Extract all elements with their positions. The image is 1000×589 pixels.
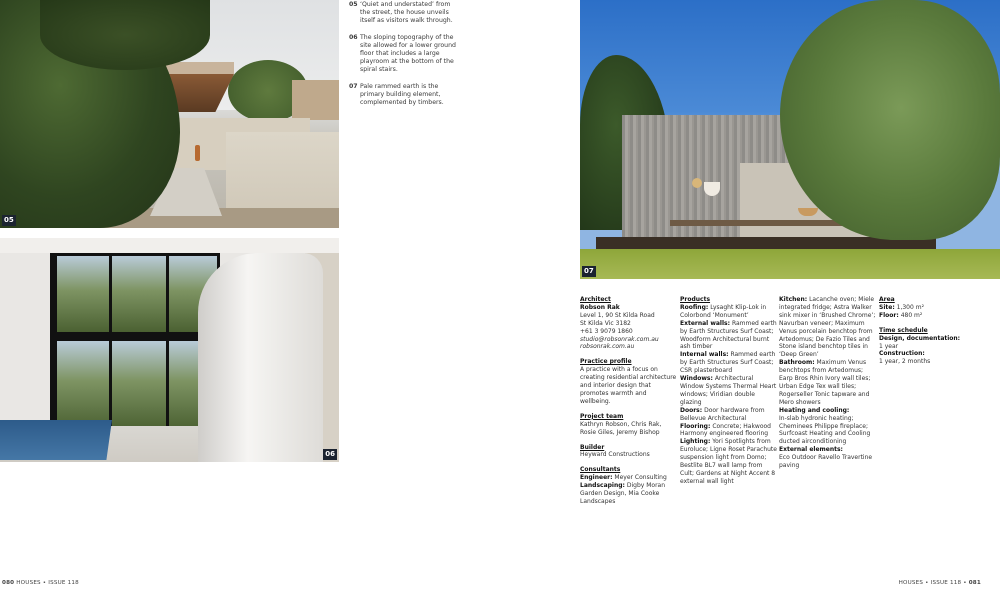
ceiling: [0, 238, 339, 253]
product-label: Doors:: [680, 406, 703, 414]
folio-left: [2, 580, 79, 586]
architect-heading: Architect: [580, 296, 611, 303]
product-label: External elements:: [779, 446, 843, 454]
caption-05: [349, 1, 459, 26]
caption-number: 07: [349, 82, 358, 90]
consultant-landscaping: [580, 482, 678, 506]
area-site-label: Site:: [879, 303, 895, 311]
spiral-stair: [198, 253, 323, 462]
product-label: Flooring:: [680, 422, 711, 430]
caption-number: 05: [349, 1, 358, 8]
products-heading: Products: [680, 296, 711, 303]
window-pane: [112, 341, 166, 429]
photo-number: 06: [325, 450, 335, 458]
product-lighting: [680, 438, 778, 485]
project-team-heading: Project team: [580, 412, 624, 420]
product-label: Bathroom:: [779, 359, 815, 367]
practice-profile-heading: Practice profile: [580, 358, 632, 366]
photo-number: 05: [4, 216, 14, 224]
product-value: Rammed earth by Earth Structures Surf Coast; Woodform Architectural burnt ash timber: [680, 319, 777, 351]
product-doors: [680, 407, 778, 423]
architect-name: Robson Rak: [580, 303, 620, 311]
product-value: Yori Spotlights from Euroluce; Ligne Roset Parachute suspension light from Domo; Bestlite BL7 wall lamp from Cult; Gardens at Night Accent 8 external wall light: [680, 438, 777, 485]
caption-text: The sloping topography of the site allowed for a lower ground floor that includes a large playroom at the bottom of the spiral stairs.: [360, 33, 456, 74]
architect-phone: +61 3 9079 1860: [580, 327, 633, 335]
product-internal-walls: [680, 351, 778, 375]
product-label: Lighting:: [680, 438, 711, 446]
product-label: Kitchen:: [779, 296, 808, 303]
product-value: Concrete; Hakwood Harmony engineered flooring: [680, 422, 771, 438]
page-number-right: 081: [968, 580, 981, 586]
architect-address-line2: St Kilda Vic 3182: [580, 319, 631, 327]
consultant-label: Engineer:: [580, 474, 613, 482]
lawn: [580, 249, 1000, 279]
window-pane: [57, 341, 109, 429]
product-label: Internal walls:: [680, 351, 729, 359]
area-site-value: 1,300 m²: [896, 303, 924, 311]
area-heading: Area: [879, 296, 895, 303]
product-label: Roofing:: [680, 303, 709, 311]
credits-column-area-schedule: [879, 296, 989, 366]
consultant-value: Meyer Consulting: [614, 474, 667, 482]
construction-label: Construction:: [879, 350, 925, 358]
area-floor: [879, 312, 989, 320]
photo-number: 07: [584, 267, 594, 275]
product-value: Rammed earth by Earth Structures Surf Coast; CSR plasterboard: [680, 351, 776, 375]
area-floor-value: 480 m²: [900, 311, 923, 319]
timber-cladding: [292, 80, 339, 120]
folio-right: [899, 580, 981, 586]
window-pane: [57, 256, 109, 332]
consultant-value: Digby Moran Garden Design, Mia Cooke Landscapes: [580, 482, 666, 505]
consultants-heading: Consultants: [580, 466, 621, 474]
window-pane: [112, 256, 166, 332]
photo-07-outdoor-shower: [580, 0, 1000, 279]
practice-profile-text: A practice with a focus on creating residential architecture and interior design that promotes warmth and wellbeing.: [580, 366, 677, 405]
credits-column-architect: [580, 296, 678, 506]
product-value: Maximum Venus benchtops from Artedomus; Earp Bros Rhin Ivory wall tiles; Urban Edge Tex wall tiles; Rogerseller Tonic tapware and Mero showers: [779, 359, 871, 406]
consultant-engineer: [580, 474, 678, 482]
product-bathroom: [779, 359, 877, 406]
vase: [195, 145, 200, 161]
table-tennis-table: [0, 420, 112, 460]
photo-05-exterior: [0, 0, 339, 228]
glazed-wall: [50, 253, 220, 431]
caption-number: 06: [349, 33, 358, 41]
product-external-walls: [680, 320, 778, 352]
product-value: Door hardware from Bellevue Architectural: [680, 406, 765, 422]
architect-address-line1: Level 1, 90 St Kilda Road: [580, 311, 655, 319]
product-value: In-slab hydronic heating; Cheminees Philippe fireplace; Surfcoast Heating and Cooling ducted airconditioning: [779, 414, 871, 446]
hanging-hat: [692, 178, 702, 188]
product-value: Eco Outdoor Ravello Travertine paving: [779, 454, 873, 470]
product-external-elements: [779, 446, 877, 470]
builder-heading: Builder: [580, 443, 605, 451]
product-value: Architectural Window Systems Thermal Heart windows; Viridian double glazing: [680, 375, 777, 406]
photo-captions: [349, 1, 459, 115]
builder-text: Heyward Constructions: [580, 451, 650, 459]
time-schedule-heading: Time schedule: [879, 326, 928, 334]
folio-right-text: HOUSES • ISSUE 118 •: [898, 580, 967, 586]
folio-left-text: HOUSES • ISSUE 118: [16, 580, 79, 586]
project-team-text: Kathryn Robson, Chris Rak, Rosie Giles, Jeremy Bishop: [580, 420, 662, 436]
product-label: Windows:: [680, 375, 713, 383]
design-documentation-value: 1 year: [879, 342, 899, 350]
construction-value: 1 year, 2 months: [879, 358, 931, 366]
product-value: Lacanche oven; Miele integrated fridge; Astra Walker sink mixer in ‘Brushed Chrome’; Navurban veneer; Maximum Venus porcelain benchtop from Artedomus; De Fazio Tiles and Stone island benchtop tiles in ‘Deep Green’: [779, 296, 876, 359]
consultant-label: Landscaping:: [580, 482, 625, 490]
product-kitchen: [779, 296, 877, 359]
page-number-left: 080: [2, 580, 15, 586]
area-floor-label: Floor:: [879, 311, 899, 319]
product-label: External walls:: [680, 319, 731, 327]
bench: [670, 220, 855, 226]
product-heating-cooling: [779, 407, 877, 447]
area-site: [879, 304, 989, 312]
product-windows: [680, 375, 778, 407]
product-value: Lysaght Klip-Lok in Colorbond ‘Monument’: [680, 303, 767, 319]
caption-text: Pale rammed earth is the primary building element, complemented by timbers.: [360, 82, 444, 107]
architect-email-link[interactable]: studio@robsonrak.com.au: [580, 335, 659, 343]
product-roofing: [680, 304, 778, 320]
credits-column-products: [680, 296, 778, 486]
credits-column-products-continued: [779, 296, 877, 470]
design-documentation-label: Design, documentation:: [879, 334, 961, 342]
architect-website-link[interactable]: robsonrak.com.au: [580, 343, 635, 351]
photo-06-interior: [0, 238, 339, 462]
tree-canopy: [40, 0, 210, 70]
caption-07: [349, 83, 459, 108]
caption-text: ‘Quiet and understated’ from the street, the house unveils itself as visitors walk through.: [360, 1, 453, 25]
caption-06: [349, 34, 459, 75]
product-flooring: [680, 423, 778, 439]
product-label: Heating and cooling:: [779, 406, 850, 414]
